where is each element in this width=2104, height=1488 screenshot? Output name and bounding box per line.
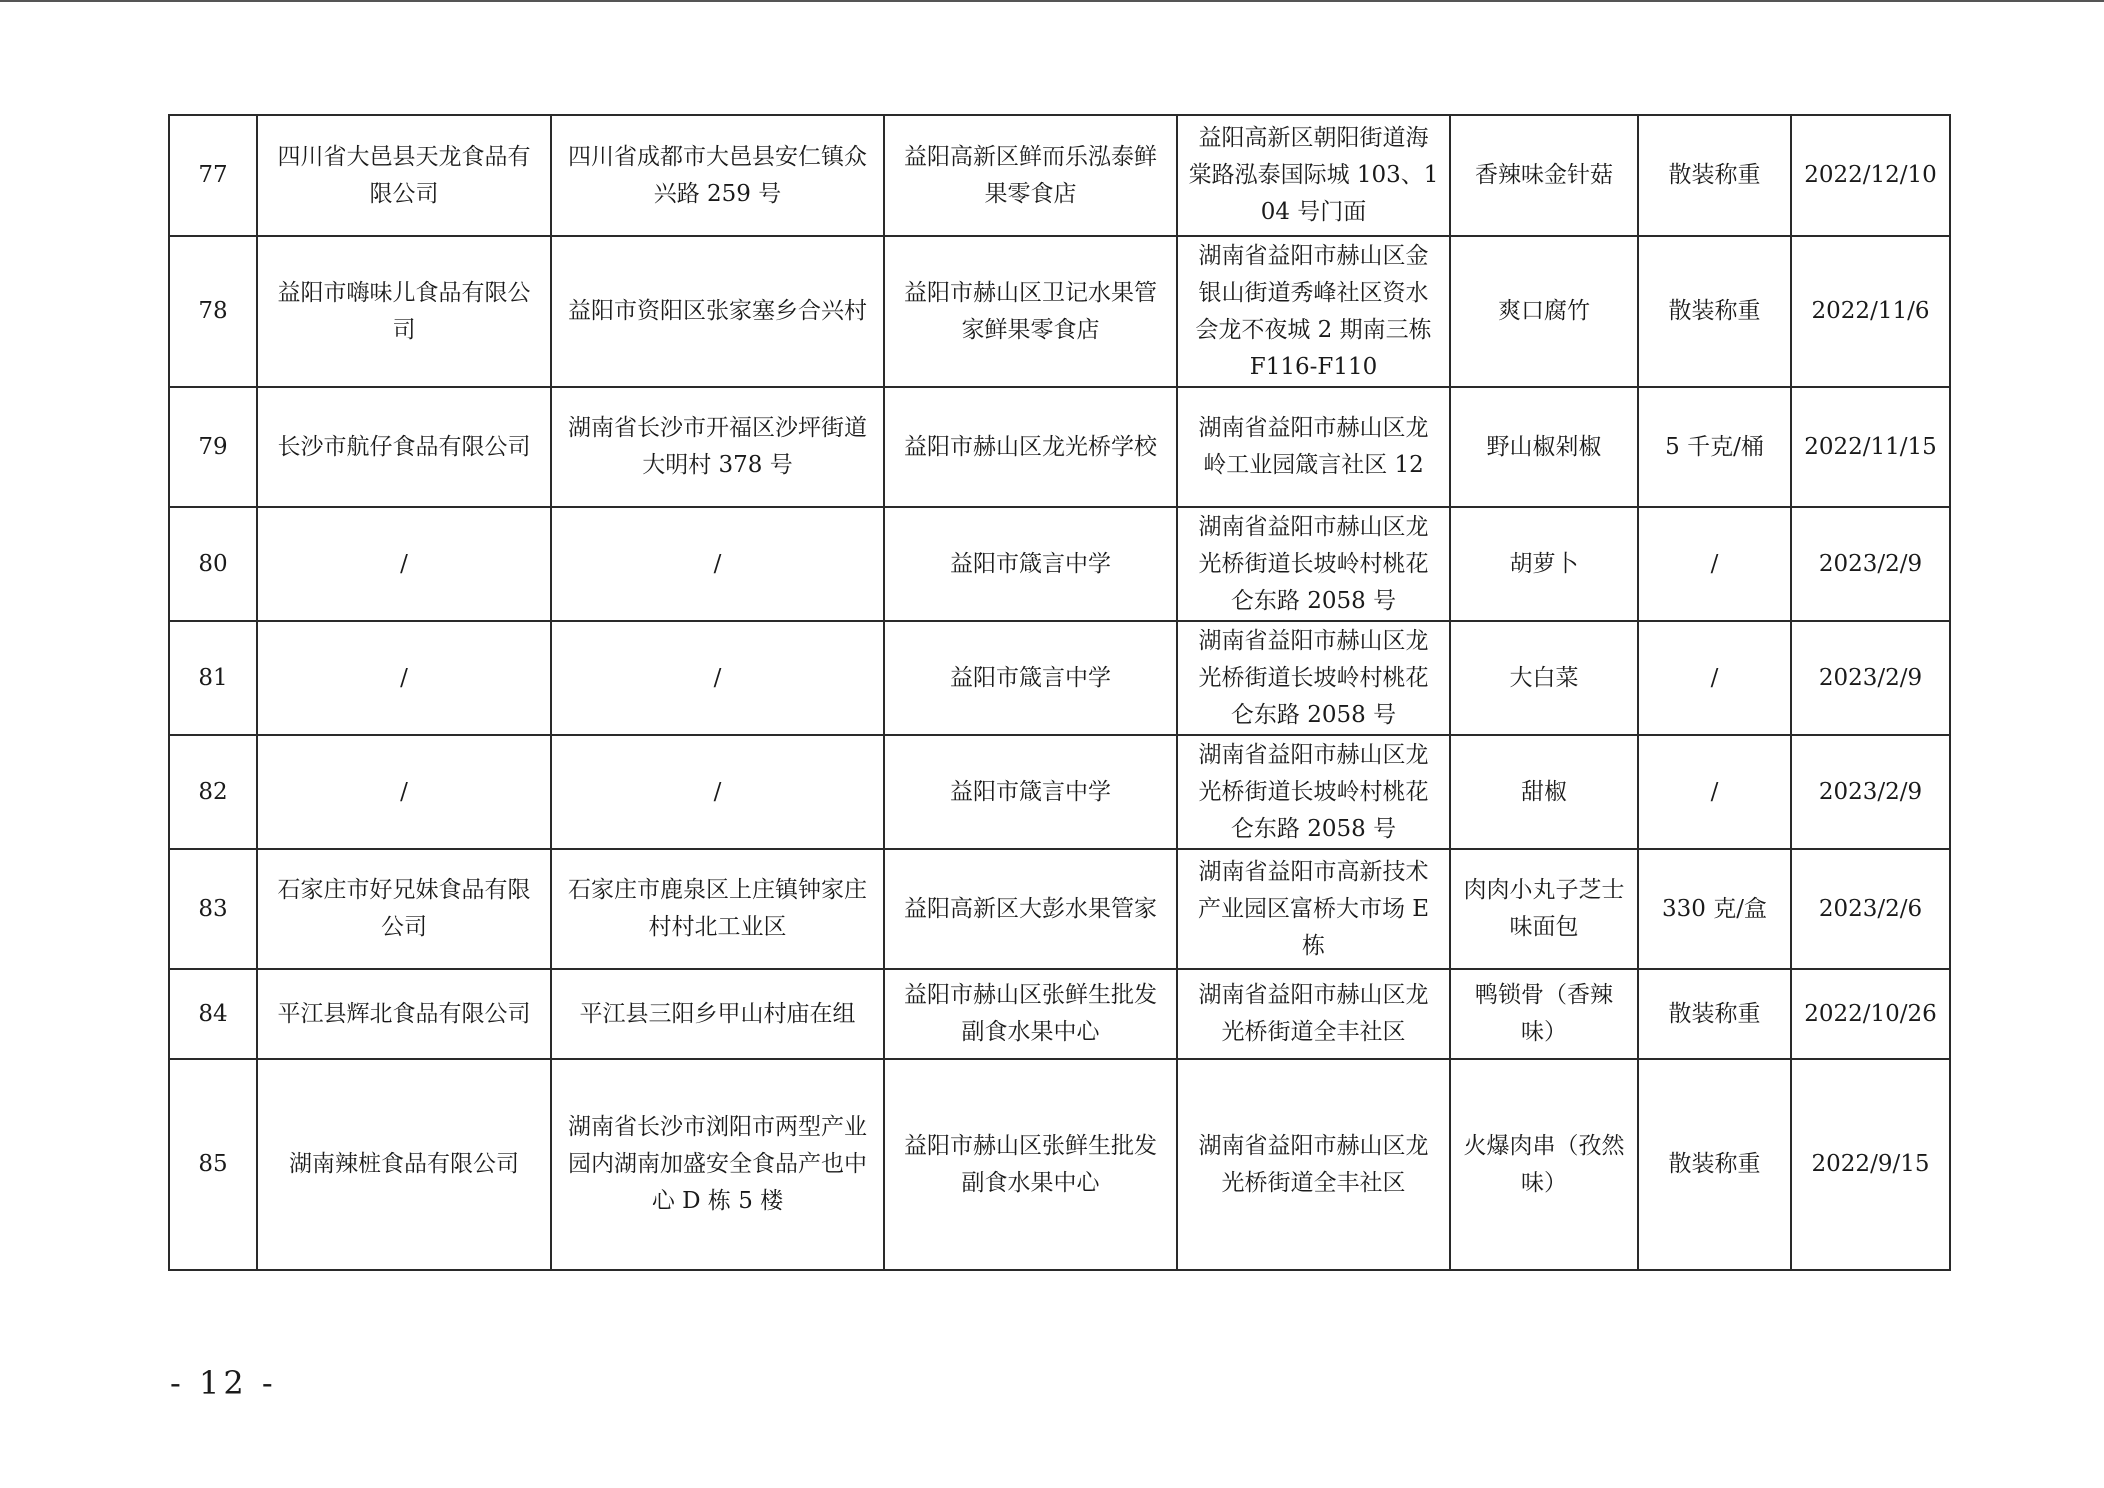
cell-sampled-unit: 益阳高新区大彭水果管家 — [884, 849, 1177, 969]
cell-sampled-unit: 益阳市赫山区卫记水果管家鲜果零食店 — [884, 236, 1177, 387]
cell-specification: 散装称重 — [1638, 115, 1791, 236]
cell-product-name: 爽口腐竹 — [1450, 236, 1638, 387]
cell-index: 80 — [169, 507, 257, 621]
cell-date: 2023/2/9 — [1791, 621, 1950, 735]
cell-manufacturer: 长沙市航仔食品有限公司 — [257, 387, 551, 507]
cell-sampled-unit: 益阳市赫山区张鲜生批发副食水果中心 — [884, 1059, 1177, 1270]
table-row — [169, 621, 1950, 735]
cell-sampled-unit-address: 湖南省益阳市赫山区龙光桥街道全丰社区 — [1177, 969, 1450, 1059]
cell-product-name: 胡萝卜 — [1450, 507, 1638, 621]
cell-date: 2022/10/26 — [1791, 969, 1950, 1059]
cell-manufacturer: 湖南辣桩食品有限公司 — [257, 1059, 551, 1270]
cell-index: 78 — [169, 236, 257, 387]
cell-product-name: 大白菜 — [1450, 621, 1638, 735]
cell-manufacturer-address: / — [551, 507, 884, 621]
page-number: - 12 - — [170, 1364, 277, 1402]
cell-product-name: 野山椒剁椒 — [1450, 387, 1638, 507]
table-row — [169, 1059, 1950, 1270]
cell-sampled-unit: 益阳高新区鲜而乐泓泰鲜果零食店 — [884, 115, 1177, 236]
cell-specification: 5 千克/桶 — [1638, 387, 1791, 507]
cell-index: 83 — [169, 849, 257, 969]
cell-manufacturer: / — [257, 735, 551, 849]
cell-sampled-unit-address: 益阳高新区朝阳街道海棠路泓泰国际城 103、104 号门面 — [1177, 115, 1450, 236]
cell-date: 2023/2/9 — [1791, 507, 1950, 621]
table-row — [169, 115, 1950, 236]
cell-specification: 散装称重 — [1638, 969, 1791, 1059]
table-row — [169, 236, 1950, 387]
cell-sampled-unit: 益阳市赫山区张鲜生批发副食水果中心 — [884, 969, 1177, 1059]
cell-manufacturer-address: 四川省成都市大邑县安仁镇众兴路 259 号 — [551, 115, 884, 236]
cell-sampled-unit-address: 湖南省益阳市赫山区金银山街道秀峰社区资水会龙不夜城 2 期南三栋 F116-F110 — [1177, 236, 1450, 387]
cell-specification: 330 克/盒 — [1638, 849, 1791, 969]
cell-sampled-unit-address: 湖南省益阳市赫山区龙光桥街道长坡岭村桃花仑东路 2058 号 — [1177, 621, 1450, 735]
cell-manufacturer-address: / — [551, 621, 884, 735]
cell-product-name: 香辣味金针菇 — [1450, 115, 1638, 236]
cell-manufacturer-address: 湖南省长沙市开福区沙坪街道大明村 378 号 — [551, 387, 884, 507]
cell-product-name: 甜椒 — [1450, 735, 1638, 849]
cell-manufacturer: 石家庄市好兄妹食品有限公司 — [257, 849, 551, 969]
cell-manufacturer-address: 平江县三阳乡甲山村庙在组 — [551, 969, 884, 1059]
table-row — [169, 849, 1950, 969]
cell-index: 85 — [169, 1059, 257, 1270]
cell-sampled-unit: 益阳市箴言中学 — [884, 735, 1177, 849]
cell-sampled-unit-address: 湖南省益阳市赫山区龙光桥街道长坡岭村桃花仑东路 2058 号 — [1177, 507, 1450, 621]
cell-index: 82 — [169, 735, 257, 849]
cell-specification: / — [1638, 507, 1791, 621]
cell-manufacturer: / — [257, 507, 551, 621]
cell-date: 2022/11/15 — [1791, 387, 1950, 507]
table-row — [169, 387, 1950, 507]
cell-sampled-unit-address: 湖南省益阳市赫山区龙岭工业园箴言社区 12 — [1177, 387, 1450, 507]
cell-date: 2023/2/6 — [1791, 849, 1950, 969]
cell-product-name: 火爆肉串（孜然味） — [1450, 1059, 1638, 1270]
cell-sampled-unit: 益阳市赫山区龙光桥学校 — [884, 387, 1177, 507]
table-row — [169, 507, 1950, 621]
cell-index: 84 — [169, 969, 257, 1059]
cell-sampled-unit-address: 湖南省益阳市赫山区龙光桥街道全丰社区 — [1177, 1059, 1450, 1270]
cell-specification: / — [1638, 735, 1791, 849]
table-row — [169, 969, 1950, 1059]
cell-sampled-unit: 益阳市箴言中学 — [884, 507, 1177, 621]
cell-manufacturer: / — [257, 621, 551, 735]
cell-date: 2022/12/10 — [1791, 115, 1950, 236]
cell-date: 2023/2/9 — [1791, 735, 1950, 849]
top-border-line — [0, 0, 2104, 2]
cell-manufacturer-address: 石家庄市鹿泉区上庄镇钟家庄村村北工业区 — [551, 849, 884, 969]
cell-index: 77 — [169, 115, 257, 236]
cell-specification: / — [1638, 621, 1791, 735]
cell-date: 2022/9/15 — [1791, 1059, 1950, 1270]
cell-index: 81 — [169, 621, 257, 735]
cell-date: 2022/11/6 — [1791, 236, 1950, 387]
cell-manufacturer: 平江县辉北食品有限公司 — [257, 969, 551, 1059]
cell-sampled-unit-address: 湖南省益阳市高新技术产业园区富桥大市场 E 栋 — [1177, 849, 1450, 969]
sampling-results-table — [168, 114, 1951, 1271]
cell-manufacturer-address: 湖南省长沙市浏阳市两型产业园内湖南加盛安全食品产也中心 D 栋 5 楼 — [551, 1059, 884, 1270]
cell-manufacturer-address: / — [551, 735, 884, 849]
cell-manufacturer: 四川省大邑县天龙食品有限公司 — [257, 115, 551, 236]
cell-specification: 散装称重 — [1638, 236, 1791, 387]
cell-manufacturer-address: 益阳市资阳区张家塞乡合兴村 — [551, 236, 884, 387]
cell-manufacturer: 益阳市嗨味儿食品有限公司 — [257, 236, 551, 387]
table-row — [169, 735, 1950, 849]
cell-product-name: 鸭锁骨（香辣味） — [1450, 969, 1638, 1059]
cell-index: 79 — [169, 387, 257, 507]
cell-sampled-unit-address: 湖南省益阳市赫山区龙光桥街道长坡岭村桃花仑东路 2058 号 — [1177, 735, 1450, 849]
cell-specification: 散装称重 — [1638, 1059, 1791, 1270]
cell-product-name: 肉肉小丸子芝士味面包 — [1450, 849, 1638, 969]
cell-sampled-unit: 益阳市箴言中学 — [884, 621, 1177, 735]
